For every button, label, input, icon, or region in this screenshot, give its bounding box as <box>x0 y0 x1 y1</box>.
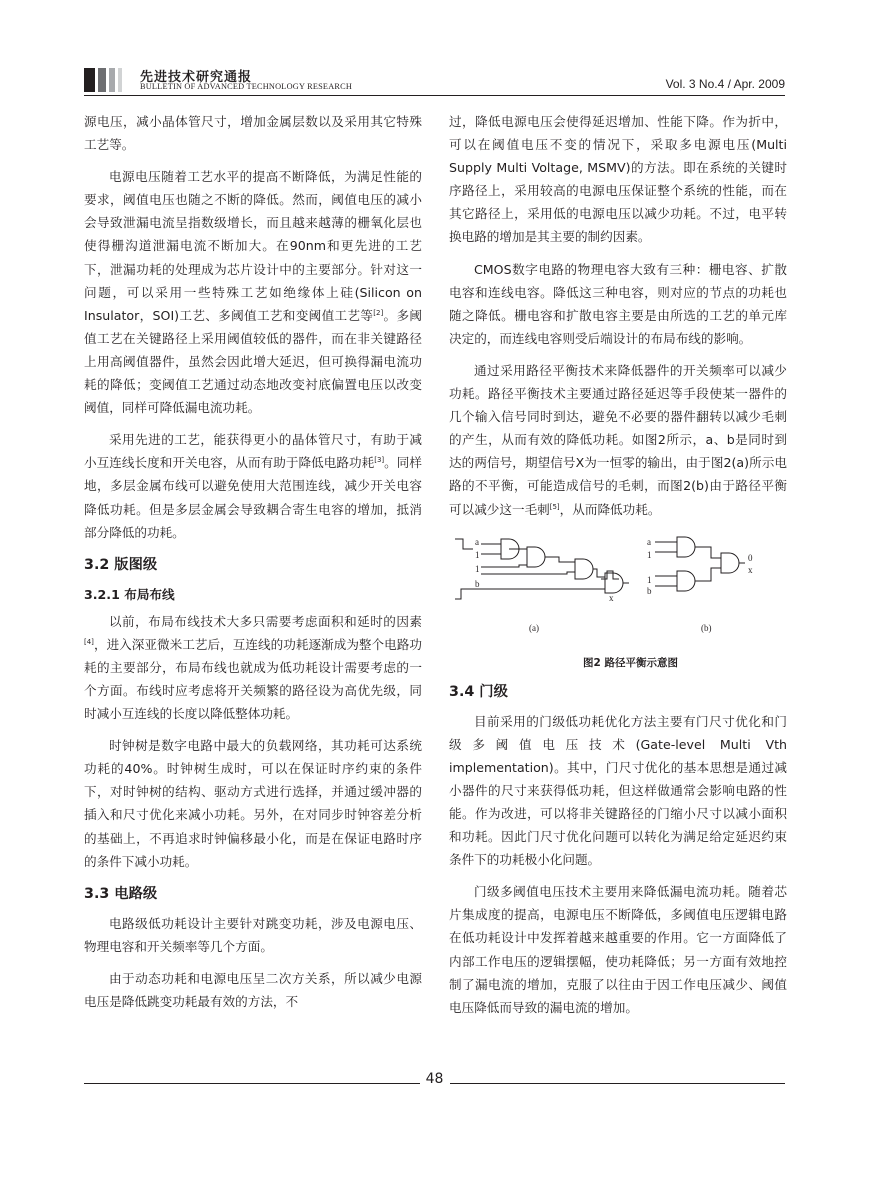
paragraph: 源电压，减小晶体管尺寸，增加金属层数以及采用其它特殊工艺等。 <box>84 114 422 153</box>
journal-logo-bars <box>84 68 134 92</box>
and-gate-4 <box>605 573 623 593</box>
paragraph: 电路级低功耗设计主要针对跳变功耗，涉及电源电压、物理电容和开关频率等几个方面。 <box>84 915 422 954</box>
citation: [4] <box>84 637 94 646</box>
volume-issue: Vol. 3 No.4 / Apr. 2009 <box>665 77 785 91</box>
paragraph: 采用先进的工艺，能获得更小的晶体管尺寸，有助于减小互连线长度和开关电容，从而有助于降低电路功耗[3]。同样地，多层金属布线可以避免使用大范围连线，减少开关电容降低功耗。但是多层金属会导致耦合寄生电容的增加，抵消部分降低的功耗。 <box>84 432 423 540</box>
label-b: b <box>475 578 480 589</box>
label-zero: 0 <box>748 552 753 563</box>
paragraph: 目前采用的门级低功耗优化方法主要有门尺寸优化和门级多阈值电压技术(Gate-level Multi Vth implementation)。其中，门尺寸优化的基本思想是通过减小器件的尺寸来获得低功耗，但这样做通常会影响电路的性能。作为改进，可以将非关键路径的门缩小尺寸以减小面积和功耗。因此门尺寸优化问题可以转化为满足给定延迟约束条件下的功耗极小化问题。 <box>449 713 787 868</box>
right-column <box>449 110 787 1028</box>
page-number-wrap <box>0 1071 869 1087</box>
citation: [2] <box>373 308 384 317</box>
paragraph: 由于动态功耗和电源电压呈二次方关系，所以减少电源电压是降低跳变功耗最有效的方法，不 <box>84 970 422 1009</box>
label-one-b1: 1 <box>647 549 652 560</box>
label-one-2: 1 <box>475 563 480 574</box>
paragraph: 通过采用路径平衡技术来降低器件的开关频率可以减少功耗。路径平衡技术主要通过路径延迟等手段使某一器件的几个输入信号同时到达，避免不必要的器件翻转以减少毛刺的产生，从而有效的降低功耗。如图2所示，a、b是同时到达的两信号，期望信号X为一恒零的输出，由于图2(a)所示电路的不平衡，可能造成信号的毛刺，而图2(b)由于路径平衡可以减少这一毛刺[5]，从而降低功耗。 <box>449 362 787 517</box>
subsection-heading-3-2-1: 3.2.1 布局布线 <box>84 586 175 602</box>
citation: [5] <box>549 502 560 511</box>
paragraph: CMOS数字电路的物理电容大致有三种：栅电容、扩散电容和连线电容。降低这三种电容，则对应的节点的功耗也随之降低。栅电容和扩散电容主要是由所选的工艺的单元库决定的，而连线电容则受后端设计的布局布线的影响。 <box>449 261 787 346</box>
and-gate-3 <box>575 559 593 579</box>
paragraph: 门级多阈值电压技术主要用来降低漏电流功耗。随着芯片集成度的提高，电源电压不断降低，多阈值电压逻辑电路在低功耗设计中发挥着越来越重要的作用。它一方面降低了内部工作电压的逻辑摆幅，使功耗降低；另一方面有效地控制了漏电流的增加，克服了以往由于因工作电压减少、阈值电压降低而导致的漏电流的增加。 <box>449 884 787 1015</box>
paragraph: 以前，布局布线技术大多只需要考虑面积和延时的因素[4]，进入深亚微米工艺后，互连线的功耗逐渐成为整个电路功耗的主要部分，布局布线也就成为低功耗设计需要考虑的一个方面。布线时应考虑将开关频繁的路径设为高优先级，同时减小互连线的长度以降低整体功耗。 <box>84 613 422 722</box>
figure-path-balance <box>449 531 787 649</box>
label-one-1: 1 <box>475 549 480 560</box>
label-a-b: a <box>647 536 651 547</box>
paragraph: 电源电压随着工艺水平的提高不断降低，为满足性能的要求，阈值电压也随之不断的降低。然而，阈值电压的减小会导致泄漏电流呈指数级增长，而且越来越薄的栅氧化层也使得栅沟道泄漏电流不断加大。在90nm和更先进的工艺下，泄漏功耗的处理成为芯片设计中的主要部分。针对这一问题，可以采用一些特殊工艺如绝缘体上硅(Silicon on Insulator，SOI)工艺、多阈值工艺和变阈值工艺等[2]。多阈值工艺在关键路径上采用阈值较低的器件，而在非关键路径上用高阈值器件，虽然会因此增大延迟，但可换得漏电流功耗的降低；变阈值工艺通过动态地改变衬底偏置电压以改变阈值，同样可降低漏电流功耗。 <box>84 169 422 416</box>
label-b-b: b <box>647 585 652 596</box>
glitch-waveform <box>601 571 619 579</box>
paragraph: 过，降低电源电压会使得延迟增加、性能下降。作为折中，可以在阈值电压不变的情况下，采取多电源电压(Multi Supply Multi Voltage, MSMV)的方法。即在系统的关键时序路径上，采用较高的电源电压保证整个系统的性能，而在其它路径上，采用低的电源电压以减少功耗。不过，电平转换电路的增加是其主要的制约因素。 <box>449 114 787 245</box>
label-x-b: x <box>748 564 753 575</box>
and-gate-b3 <box>721 553 739 573</box>
and-gate-b1 <box>677 537 695 557</box>
header-rule <box>84 95 785 96</box>
section-heading-3-4: 3.4 门级 <box>449 683 508 700</box>
journal-title-cn: 先进技术研究通报 <box>140 70 253 85</box>
path-balance-diagram <box>449 531 787 649</box>
section-heading-3-2: 3.2 版图级 <box>84 556 158 573</box>
label-a: a <box>475 536 479 547</box>
circuit-a <box>455 537 629 633</box>
and-gate-b2 <box>677 571 695 591</box>
label-one-b2: 1 <box>647 574 652 585</box>
page-number: 48 <box>422 1071 448 1087</box>
input-a-waveform <box>455 539 473 549</box>
label-x-a: x <box>609 592 614 603</box>
circuit-b <box>647 537 753 633</box>
subfigure-b-label: (b) <box>701 622 712 633</box>
journal-title-en: BULLETIN OF ADVANCED TECHNOLOGY RESEARCH <box>140 82 353 91</box>
paragraph: 时钟树是数字电路中最大的负载网络，其功耗可达系统功耗的40%。时钟树生成时，可以在保证时序约束的条件下，对时钟树的结构、驱动方式进行选择，并通过缓冲器的插入和尺寸优化来减小功耗。另外，在对同步时钟容差分析的基础上，不再追求时钟偏移最小化，而是在保证电路时序的条件下减小功耗。 <box>84 738 422 869</box>
left-column <box>84 110 422 1022</box>
and-gate-2 <box>527 547 545 567</box>
citation: [3] <box>374 456 385 465</box>
figure-caption: 图2 路径平衡示意图 <box>583 656 678 669</box>
subfigure-a-label: (a) <box>529 622 539 633</box>
section-heading-3-3: 3.3 电路级 <box>84 885 158 902</box>
